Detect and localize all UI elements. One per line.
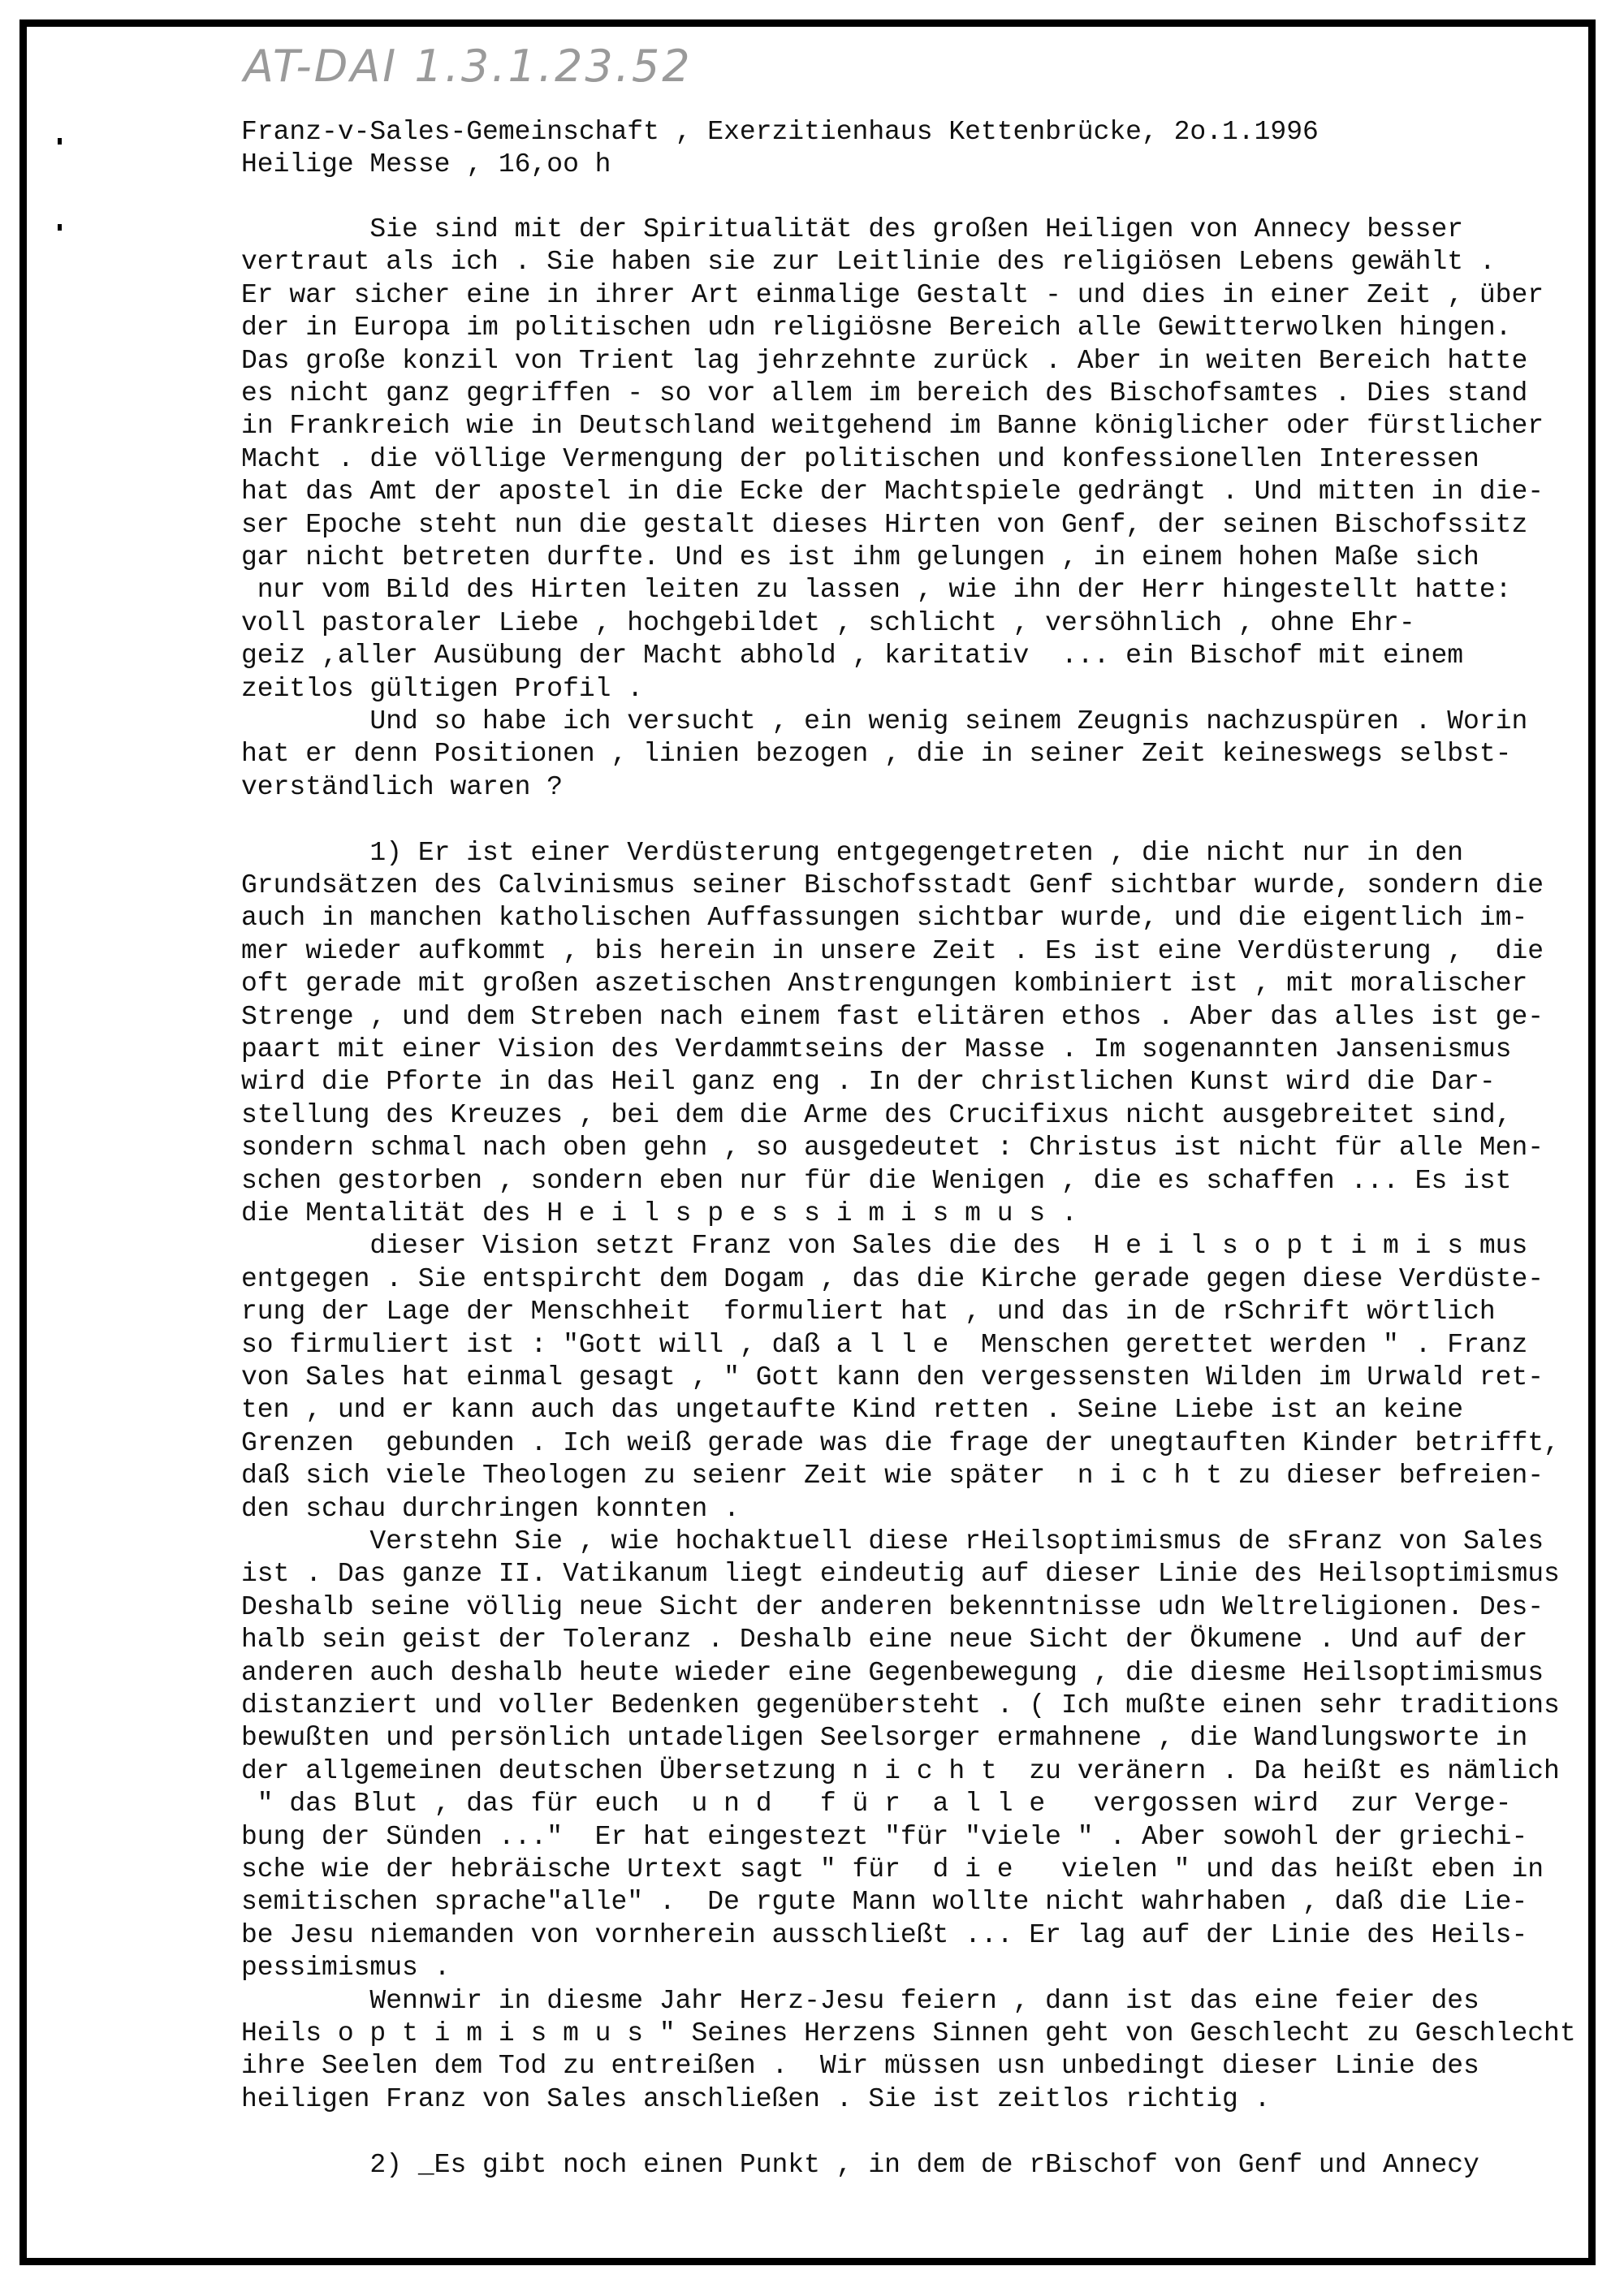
body-line: die Mentalität des H e i l s p e s s i m i s m u s . [241, 1198, 1078, 1228]
body-line: Er war sicher eine in ihrer Art einmalige Gestalt - und dies in einer Zeit , über [241, 279, 1544, 310]
body-line: auch in manchen katholischen Auffassungen sichtbar wurde, und die eigentlich im- [241, 903, 1528, 934]
body-line: entgegen . Sie entspircht dem Dogam , das die Kirche gerade gegen diese Verdüste- [241, 1263, 1544, 1294]
body-line: geiz ,aller Ausübung der Macht abhold , karitativ ... ein Bischof mit einem [241, 641, 1464, 671]
body-line: ser Epoche steht nun die gestalt dieses Hirten von Genf, der seinen Bischofssitz [241, 509, 1528, 540]
body-line: daß sich viele Theologen zu seienr Zeit wie später n i c h t zu dieser befreien- [241, 1461, 1544, 1491]
body-line: Wennwir in diesme Jahr Herz-Jesu feiern , dann ist das eine feier des [241, 1985, 1479, 2016]
body-line: stellung des Kreuzes , bei dem die Arme des Crucifixus nicht ausgebreitet sind, [241, 1099, 1512, 1130]
body-line: oft gerade mit großen aszetischen Anstrengungen kombiniert ist , mit moralischer [241, 969, 1528, 999]
body-line: Deshalb seine völlig neue Sicht der anderen bekenntnisse udn Weltreligionen. Des- [241, 1591, 1544, 1622]
body-line: pessimismus . [241, 1953, 451, 1983]
body-line: Verstehn Sie , wie hochaktuell diese rHeilsoptimismus de sFranz von Sales [241, 1526, 1544, 1556]
header-line: Heilige Messe , 16,oo h [241, 149, 611, 179]
body-line: paart mit einer Vision des Verdammtseins der Masse . Im sogenannten Jansenismus [241, 1034, 1512, 1064]
body-line: bung der Sünden ..." Er hat eingestezt "für "viele " . Aber sowohl der griechi- [241, 1821, 1528, 1852]
body-line: Heils o p t i m i s m u s " Seines Herzens Sinnen geht von Geschlecht zu Geschlecht [241, 2018, 1576, 2048]
body-line: wird die Pforte in das Heil ganz eng . In der christlichen Kunst wird die Dar- [241, 1067, 1496, 1098]
body-line: der in Europa im politischen udn religiösne Bereich alle Gewitterwolken hingen. [241, 313, 1512, 343]
body-line: es nicht ganz gegriffen - so vor allem im bereich des Bischofsamtes . Dies stand [241, 378, 1528, 408]
body-line: sche wie der hebräische Urtext sagt " für d i e vielen " und das heißt eben in [241, 1854, 1544, 1884]
body-line: in Frankreich wie in Deutschland weitgehend im Banne königlicher oder fürstlicher [241, 411, 1544, 442]
body-line: Sie sind mit der Spiritualität des großen Heiligen von Annecy besser [241, 214, 1464, 244]
body-line: semitischen sprache"alle" . De rgute Mann wollte nicht wahrhaben , daß die Lie- [241, 1887, 1528, 1918]
body-line: den schau durchringen konnten . [241, 1493, 740, 1524]
body-line: anderen auch deshalb heute wieder eine Gegenbewegung , die diesme Heilsoptimismus [241, 1657, 1544, 1688]
header-line: Franz-v-Sales-Gemeinschaft , Exerzitienhaus Kettenbrücke, 2o.1.1996 [241, 117, 1319, 147]
body-line: " das Blut , das für euch u n d f ü r a l l e vergossen wird zur Verge- [241, 1789, 1512, 1819]
punch-mark [58, 224, 62, 231]
body-line: voll pastoraler Liebe , hochgebildet , schlicht , versöhnlich , ohne Ehr- [241, 607, 1415, 638]
body-line: 2) _Es gibt noch einen Punkt , in dem de rBischof von Genf und Annecy [241, 2149, 1479, 2180]
body-line: Macht . die völlige Vermengung der politischen und konfessionellen Interessen [241, 443, 1479, 474]
body-line: Strenge , und dem Streben nach einem fast elitären ethos . Aber das alles ist ge- [241, 1001, 1544, 1032]
body-line: von Sales hat einmal gesagt , " Gott kann den vergessensten Wilden im Urwald ret- [241, 1362, 1544, 1392]
body-line: ist . Das ganze II. Vatikanum liegt eindeutig auf dieser Linie des Heilsoptimismus [241, 1559, 1560, 1590]
body-line: dieser Vision setzt Franz von Sales die des H e i l s o p t i m i s mus [241, 1231, 1528, 1262]
body-line: der allgemeinen deutschen Übersetzung n i c h t zu veränern . Da heißt es nämlich [241, 1755, 1560, 1786]
body-line: Und so habe ich versucht , ein wenig seinem Zeugnis nachzuspüren . Worin [241, 706, 1528, 736]
body-line: so firmuliert ist : "Gott will , daß a l l e Menschen gerettet werden " . Franz [241, 1329, 1528, 1360]
body-line: verständlich waren ? [241, 771, 564, 802]
body-line: be Jesu niemanden von vornherein ausschließt ... Er lag auf der Linie des Heils- [241, 1919, 1528, 1950]
body-line: hat er denn Positionen , linien bezogen , die in seiner Zeit keineswegs selbst- [241, 739, 1512, 770]
punch-mark [58, 138, 62, 145]
body-line: mer wieder aufkommt , bis herein in unsere Zeit . Es ist eine Verdüsterung , die [241, 935, 1544, 966]
body-line: ten , und er kann auch das ungetaufte Kind retten . Seine Liebe ist an keine [241, 1395, 1464, 1426]
body-line: 1) Er ist einer Verdüsterung entgegengetreten , die nicht nur in den [241, 837, 1464, 868]
body-line: rung der Lage der Menschheit formuliert hat , und das in de rSchrift wörtlich [241, 1297, 1496, 1327]
body-line: nur vom Bild des Hirten leiten zu lassen , wie ihn der Herr hingestellt hatte: [241, 575, 1512, 606]
body-line: zeitlos gültigen Profil . [241, 673, 644, 704]
body-line: ihre Seelen dem Tod zu entreißen . Wir müssen usn unbedingt dieser Linie des [241, 2051, 1479, 2082]
body-line: Das große konzil von Trient lag jehrzehnte zurück . Aber in weiten Bereich hatte [241, 345, 1528, 376]
body-line: sondern schmal nach oben gehn , so ausgedeutet : Christus ist nicht für alle Men- [241, 1133, 1544, 1163]
body-line: heiligen Franz von Sales anschließen . Sie ist zeitlos richtig . [241, 2083, 1271, 2114]
body-line: Grenzen gebunden . Ich weiß gerade was die frage der unegtauften Kinder betrifft, [241, 1427, 1560, 1458]
body-line: Grundsätzen des Calvinismus seiner Bischofsstadt Genf sichtbar wurde, sondern die [241, 870, 1544, 900]
body-line: hat das Amt der apostel in die Ecke der Machtspiele gedrängt . Und mitten in die- [241, 477, 1544, 507]
body-line: gar nicht betreten durfte. Und es ist ihm gelungen , in einem hohen Maße sich [241, 542, 1479, 572]
body-line: schen gestorben , sondern eben nur für die Wenigen , die es schaffen ... Es ist [241, 1165, 1512, 1196]
body-line: bewußten und persönlich untadeligen Seelsorger ermahnene , die Wandlungsworte in [241, 1723, 1528, 1754]
archive-signature: AT-DAI 1.3.1.23.52 [244, 41, 693, 92]
body-line: vertraut als ich . Sie haben sie zur Leitlinie des religiösen Lebens gewählt . [241, 247, 1496, 278]
body-line: distanziert und voller Bedenken gegenübersteht . ( Ich mußte einen sehr traditions [241, 1690, 1560, 1720]
body-line: halb sein geist der Toleranz . Deshalb eine neue Sicht der Ökumene . Und auf der [241, 1625, 1528, 1655]
